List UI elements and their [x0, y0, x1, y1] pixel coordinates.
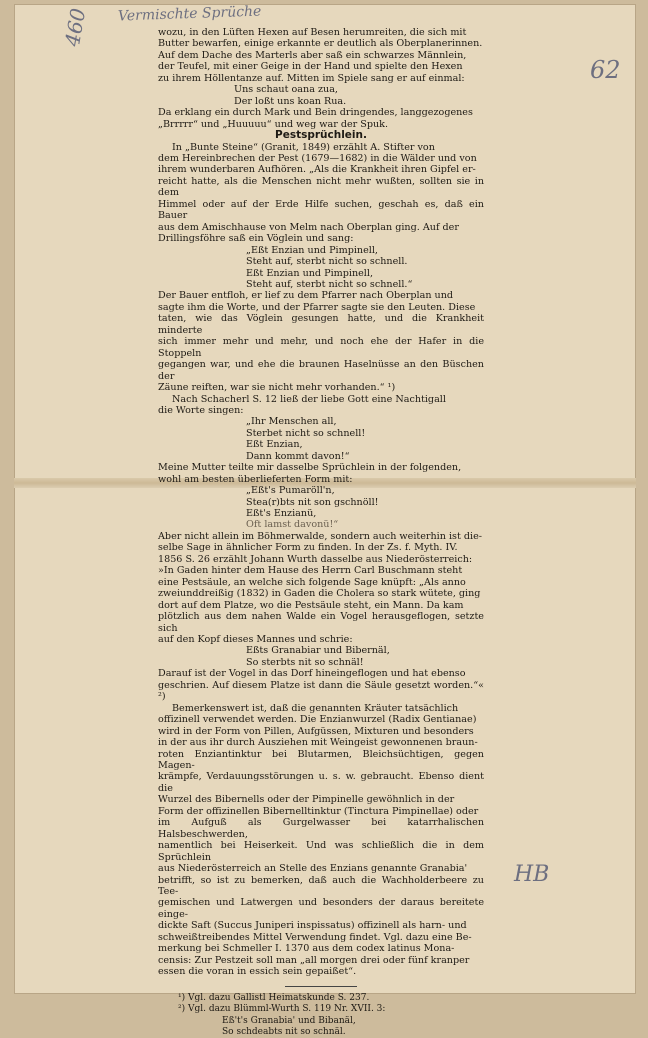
verse-line: Eßt Enzian, [246, 439, 303, 451]
verse-line: Uns schaut oana zua, [234, 84, 338, 96]
verse-line: Steht auf, sterbt nicht so schnell.“ [246, 278, 413, 290]
intro-line: „Brrrrr“ und „Huuuuu“ und weg war der Spuk. [158, 118, 389, 130]
text-line: merkung bei Schmeller I. 1370 aus dem codex latinus Mona- [158, 943, 455, 955]
text-line: Form der offizinellen Bibernelltinktur (Tinctura Pimpinellae) oder [158, 805, 479, 817]
text-line: gegangen war, und ehe die braunen Haselnüsse an den Büschen der [158, 359, 484, 382]
section-heading: Pestsprüchlein. [275, 129, 367, 142]
footnote-verse: So schdeabts nit so schnäl. [222, 1026, 346, 1037]
text-line: namentlich bei Heiserkeit. Und was schließlich die in dem Sprüchlein [158, 840, 484, 863]
text-line: dem Hereinbrechen der Pest (1679—1682) in die Wälder und von [158, 152, 477, 164]
verse-line: Eßt's Enzianü, [246, 508, 317, 520]
handwritten-page-number: 62 [590, 56, 621, 84]
text-line: Himmel oder auf der Erde Hilfe suchen, geschah es, daß ein Bauer [158, 198, 484, 222]
text-line: sich immer mehr und mehr, und noch ehe der Hafer in die Stoppeln [158, 336, 484, 359]
intro-line: der Teufel, mit einer Geige in der Hand und spielte den Hexen [158, 61, 463, 73]
verse-line: Der loßt uns koan Rua. [234, 95, 347, 107]
footnote: ¹) Vgl. dazu Gallistl Heimatskunde S. 237. [178, 992, 370, 1003]
text-line: Aber nicht allein im Böhmerwalde, sondern auch weiterhin ist die- [158, 530, 483, 542]
text-line: censis: Zur Pestzeit soll man „all morgen drei oder fünf kranper [158, 954, 470, 966]
text-line: reicht hatte, als die Menschen nicht mehr wußten, sollten sie in dem [158, 175, 484, 199]
intro-line: wozu, in den Lüften Hexen auf Besen herumreiten, die sich mit [158, 27, 467, 38]
handwritten-margin-number: 460 [60, 6, 91, 49]
text-line: in der aus ihr durch Ausziehen mit Weingeist gewonnenen braun- [158, 737, 478, 749]
text-line: Bemerkenswert ist, daß die genannten Kräuter tatsächlich [172, 702, 459, 714]
text-line: wohl am besten überlieferten Form mit: [158, 473, 353, 485]
verse-line: Sterbet nicht so schnell! [246, 427, 366, 439]
text-line: Darauf ist der Vogel in das Dorf hineingeflogen und hat ebenso [158, 668, 466, 680]
intro-line: Butter bewarfen, einige erkannte er deutlich als Oberplanerinnen. [158, 38, 483, 50]
text-line: plötzlich aus dem nahen Walde ein Vogel herausgeflogen, setzte sich [158, 611, 484, 634]
text-line: die Worte singen: [158, 404, 244, 416]
text-line: Drillingsföhre saß ein Vöglein und sang: [158, 233, 354, 245]
text-line: zweiunddreißig (1832) in Gaden die Cholera so stark wütete, ging [158, 588, 481, 600]
text-line: In „Bunte Steine“ (Granit, 1849) erzählt A. Stifter von [172, 141, 435, 153]
intro-line: zu ihrem Höllentanze auf. Mitten im Spiele sang er auf einmal: [158, 72, 465, 84]
text-line: dort auf dem Platze, wo die Pestsäule steht, ein Mann. Da kam [158, 599, 464, 611]
text-line: »In Gaden hinter dem Hause des Herrn Carl Buschmann steht [158, 565, 463, 577]
verse-line: „Ihr Menschen all, [246, 416, 337, 428]
text-line: offizinell verwendet werden. Die Enzianwurzel (Radix Gentianae) [158, 714, 477, 726]
verse-line: Dann kommt davon!“ [246, 450, 350, 462]
verse-line: Steht auf, sterbt nicht so schnell. [246, 256, 408, 268]
footnote: ²) Vgl. dazu Blümml-Wurth S. 119 Nr. XVII. 3: [178, 1004, 386, 1015]
text-line: eine Pestsäule, an welche sich folgende Sage knüpft: „Als anno [158, 576, 466, 588]
text-line: aus Niederösterreich an Stelle des Enzians genannte Granabia' [158, 863, 468, 875]
text-line: roten Enziantinktur bei Blutarmen, Bleichsüchtigen, gegen Magen- [158, 748, 484, 771]
verse-line: „Eßt Enzian und Pimpinell, [246, 244, 378, 256]
text-line: dickte Saft (Succus Juniperi inspissatus) offizinell als harn- und [158, 920, 467, 932]
text-line: selbe Sage in ähnlicher Form zu finden. In der Zs. f. Myth. IV. [158, 542, 458, 554]
footnote-verse: Eß't's Granabia' und Bibanäl, [222, 1015, 356, 1026]
article-text [158, 27, 484, 1038]
text-line: 1856 S. 26 erzählt Johann Wurth dasselbe aus Niederösterreich: [158, 553, 473, 565]
text-line: taten, wie das Vöglein gesungen hatte, und die Krankheit minderte [158, 313, 484, 336]
text-line: Der Bauer entfloh, er lief zu dem Pfarrer nach Oberplan und [158, 290, 454, 302]
text-line: krämpfe, Verdauungsstörungen u. s. w. gebraucht. Ebenso dient die [158, 771, 484, 794]
text-line: betrifft, so ist zu bemerken, daß auch die Wachholderbeere zu Tee- [158, 874, 484, 897]
text-line: im Aufguß als Gurgelwasser bei katarrhalischen Halsbeschwerden, [158, 817, 484, 840]
text-line: Nach Schacherl S. 12 ließ der liebe Gott eine Nachtigall [172, 393, 446, 405]
intro-line: Auf dem Dache des Marterls aber saß ein schwarzes Männlein, [158, 49, 467, 61]
verse-line: Eßts Granabiar und Bibernäl, [246, 645, 390, 657]
text-line: essen die voran in essich sein gepaißet“. [158, 966, 357, 978]
text-line: wird in der Form von Pillen, Aufgüssen, Mixturen und besonders [158, 725, 474, 737]
text-line: sagte ihm die Worte, und der Pfarrer sagte sie den Leuten. Diese [158, 301, 476, 313]
text-line: aus dem Amischhause von Melm nach Oberplan ging. Auf der [158, 221, 459, 233]
text-line: geschrien. Auf diesem Platze ist dann die Säule gesetzt worden.“« ²) [158, 679, 484, 703]
verse-line: So sterbts nit so schnäl! [246, 656, 364, 668]
intro-line: Da erklang ein durch Mark und Bein dringendes, langgezogenes [158, 107, 473, 119]
footnote-divider [285, 986, 357, 987]
handwritten-initials: HB [514, 862, 550, 887]
text-line: Meine Mutter teilte mir dasselbe Sprüchlein in der folgenden, [158, 462, 462, 474]
text-line: auf den Kopf dieses Mannes und schrie: [158, 634, 353, 646]
verse-line: „Eßt's Pumaröll'n, [246, 485, 335, 497]
text-line: ihrem wunderbaren Aufhören. „Als die Krankheit ihren Gipfel er- [158, 164, 476, 176]
text-line: gemischen und Latwergen und besonders der daraus bereitete einge- [158, 897, 484, 920]
text-line: schweißtreibendes Mittel Verwendung findet. Vgl. dazu eine Be- [158, 931, 472, 943]
verse-line-smudged: Oft lamst davonü!“ [246, 519, 339, 531]
verse-line: Stea(r)bts nit son gschnöll! [246, 496, 379, 508]
text-line: Zäune reiften, war sie nicht mehr vorhanden.“ ¹) [158, 382, 396, 394]
handwritten-title-annotation: Vermischte Sprüche [117, 3, 262, 25]
verse-line: Eßt Enzian und Pimpinell, [246, 267, 373, 279]
text-line: Wurzel des Bibernells oder der Pimpinelle gewöhnlich in der [158, 794, 455, 806]
